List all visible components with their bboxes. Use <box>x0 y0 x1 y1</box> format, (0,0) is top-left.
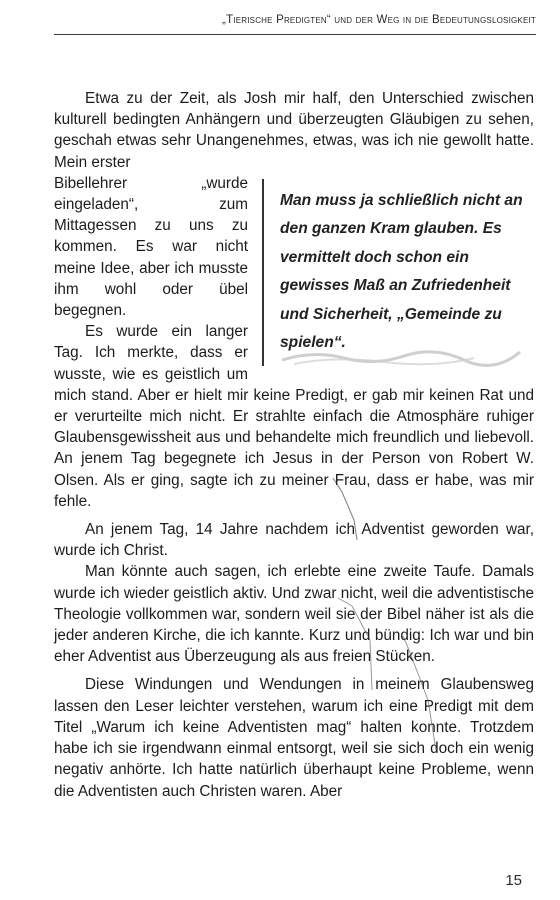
paragraph: Man könnte auch sagen, ich erlebte eine zweite Taufe. Damals wurde ich wieder geistlich aktiv. Und zwar nicht, weil die adventistische Theologie vollkommen war, sondern weil sie der Bibel näher ist als die jeder anderen Kirche, die ich kannte. Kurz und bündig: Ich war und bin eher Adventist aus Überzeugung als aus freien Stücken. <box>54 563 534 666</box>
paragraph <box>54 88 534 173</box>
pull-quote-text: Man muss ja schließlich nicht an den ganzen Kram glauben. Es vermittelt doch schon ein gewisses Maß an Zufriedenheit und Sicherheit, „Gemeinde zu spielen“. <box>280 191 523 352</box>
paragraph-text-part: Etwa zu der Zeit, als Josh mir half, den Unterschied zwischen kulturell bedingten Anhängern und überzeugten Gläubigen zu sehen, geschah etwas sehr Unangenehmes, etwas, was ich nie gewollt hatte. Mein erster <box>54 90 534 171</box>
running-header: „Tierische Predigten“ und der Weg in die Bedeutungslosigkeit <box>222 14 536 26</box>
page-number: 15 <box>505 872 522 889</box>
pull-quote <box>262 179 540 366</box>
ink-smudge-decoration <box>274 342 524 368</box>
header-rule <box>54 34 536 35</box>
paragraph: Es wurde ein langer Tag. Ich merkte, dass er wusste, wie es geistlich um mich stand. Aber er hielt mir keine Predigt, er gab mir keinen Rat und er verurteilte mich nicht. Er strahlte einfach die Atmosphäre ruhiger Glaubensgewissheit aus und behandelte mich freundlich und liebevoll. An jenem Tag begegnete ich Jesus in der Person von Robert W. Olsen. Als er ging, sagte ich zu meiner Frau, dass er habe, was mir fehle. <box>54 323 534 510</box>
paragraph-text-part: Bibellehrer „wurde eingeladen“, zum Mittagessen zu uns zu kommen. Es war nicht meine Idee, aber ich musste ihm wohl oder übel begegnen. <box>54 174 248 320</box>
paragraph: Diese Windungen und Wendungen in meinem Glaubensweg lassen den Leser leichter verstehen, warum ich eine Predigt mit dem Titel „Warum ich keine Adventisten mag“ halten konnte. Trotzdem habe ich sie irgendwann einmal entsorgt, weil sie sich doch ein wenig negativ anhörte. Ich hatte natürlich überhaupt keine Probleme, wenn die Adventisten auch Christen waren. Aber <box>54 676 534 800</box>
paragraph: An jenem Tag, 14 Jahre nachdem ich Adventist geworden war, wurde ich Christ. <box>54 521 534 560</box>
page-body <box>54 88 534 802</box>
